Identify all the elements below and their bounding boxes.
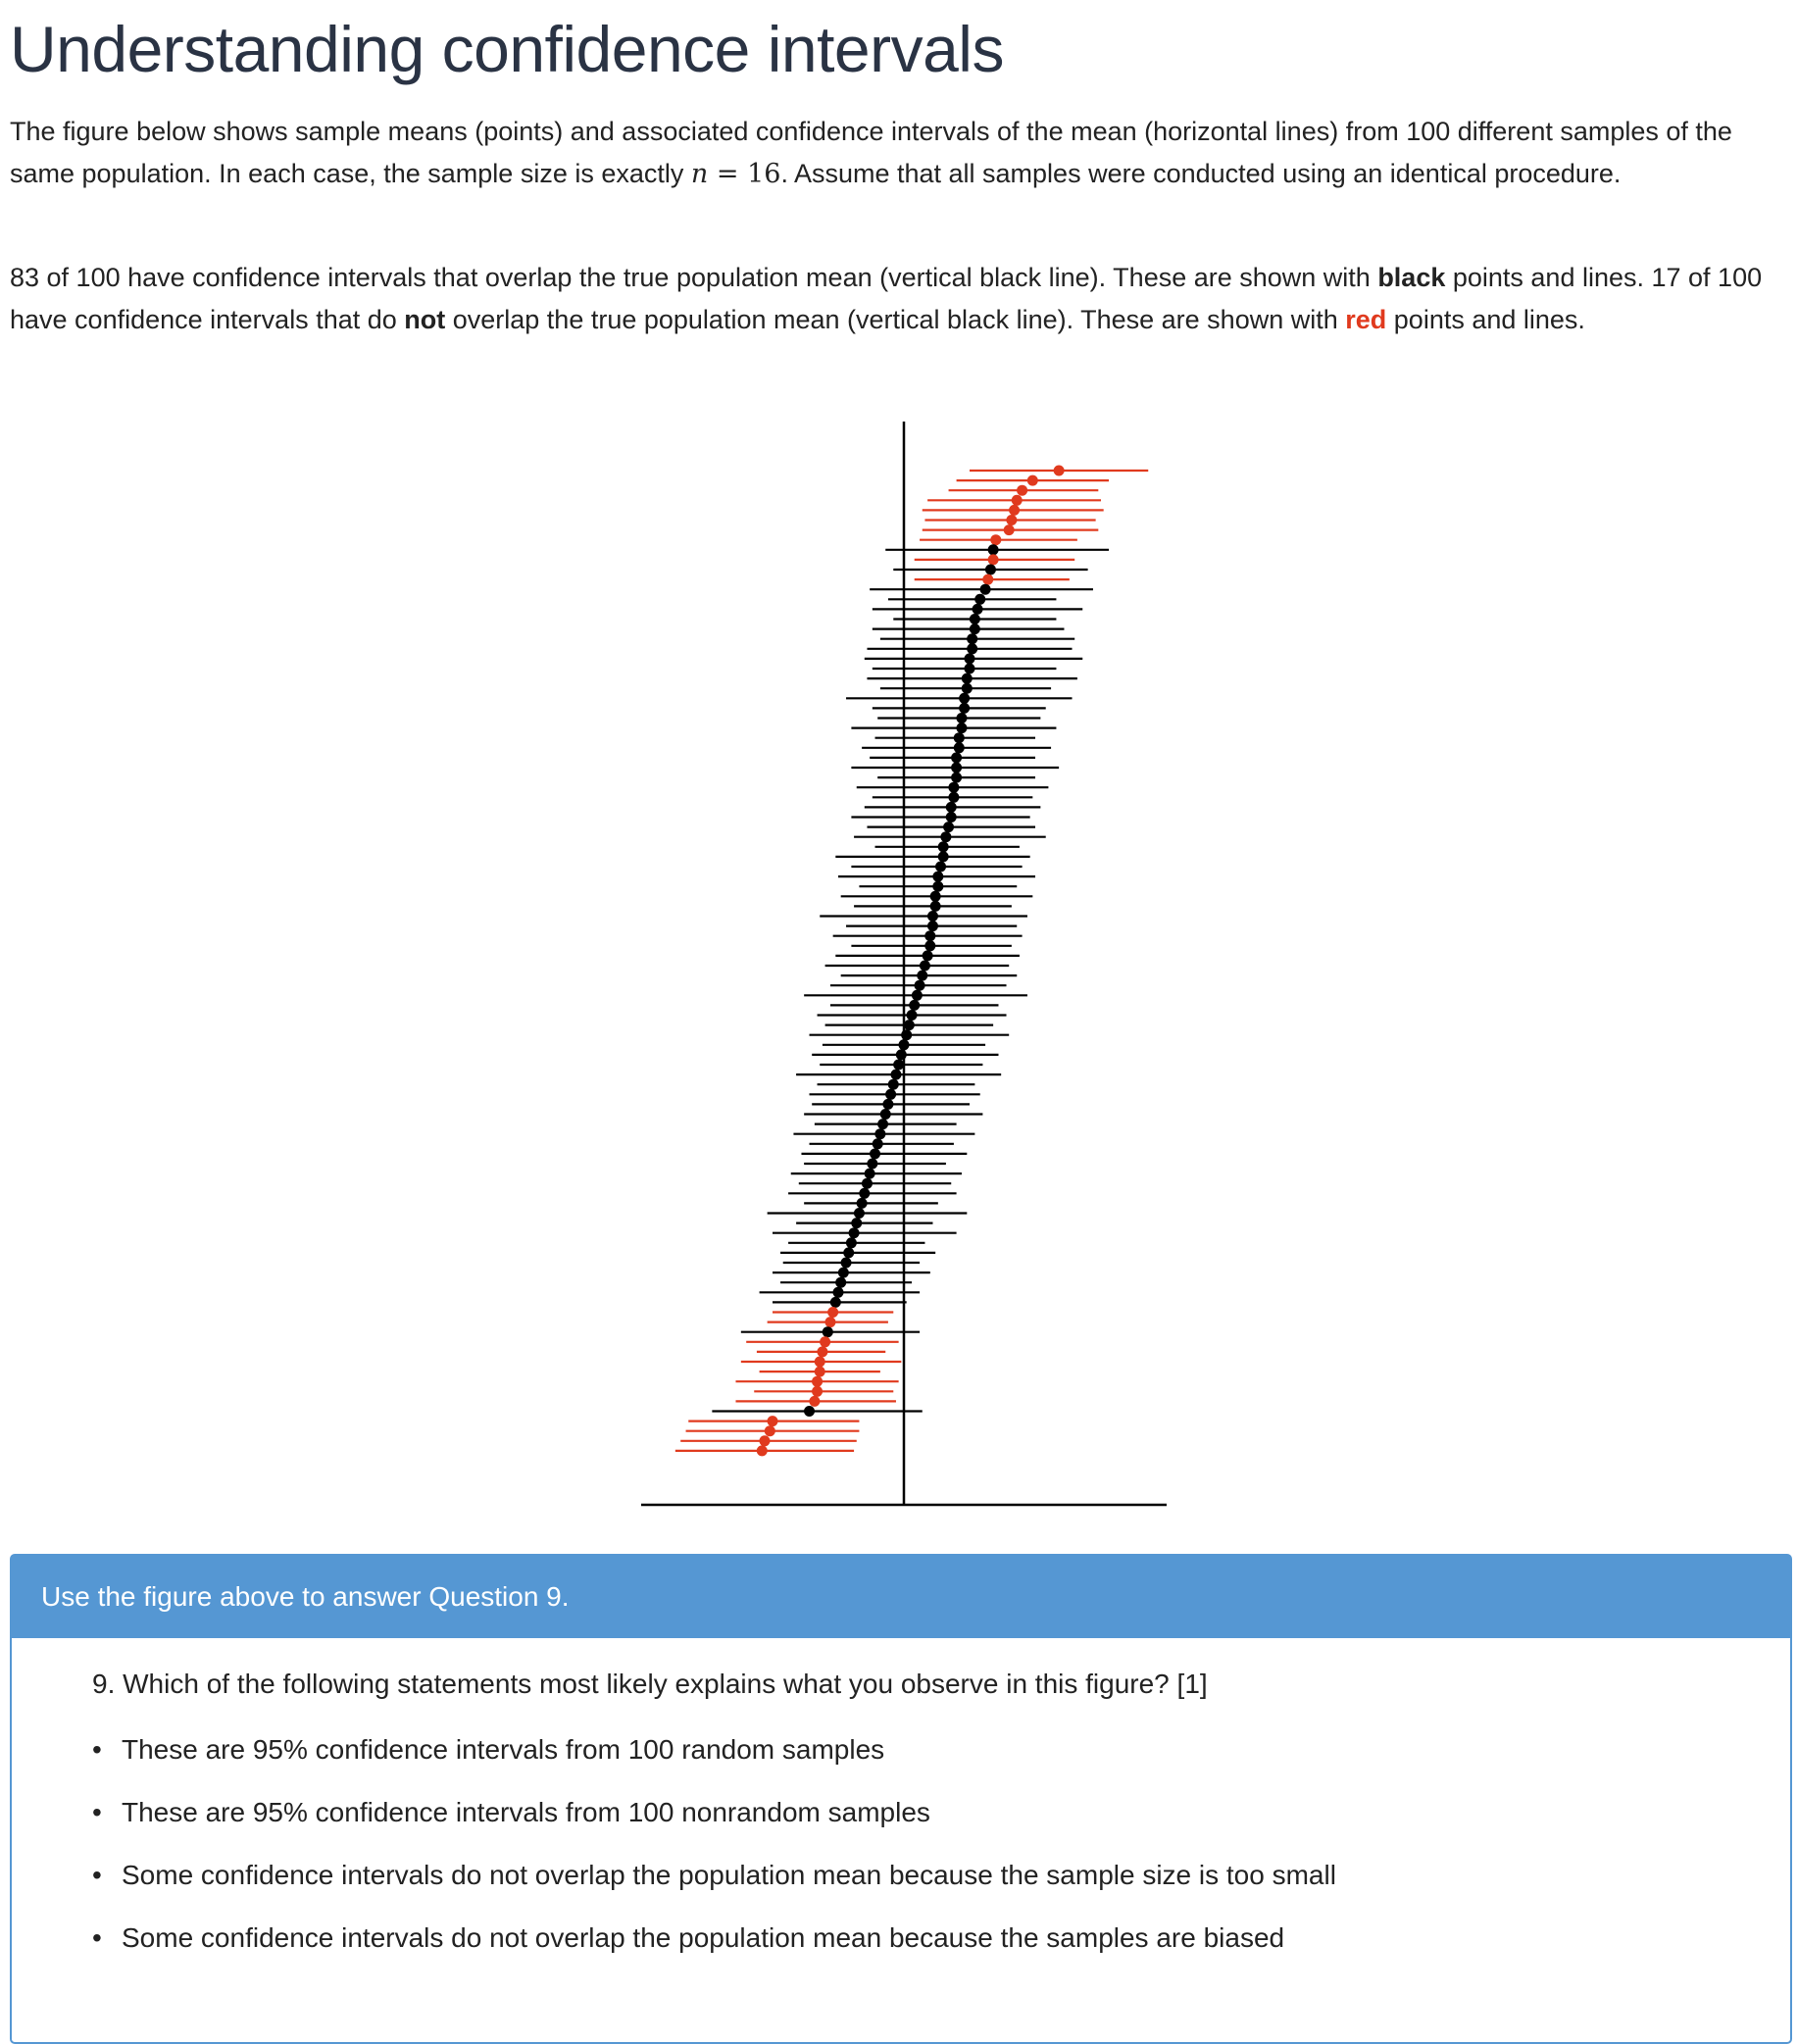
ci-intervals-group <box>675 471 1148 1451</box>
sample-mean-point <box>965 653 975 664</box>
bullet-icon: • <box>92 1922 102 1953</box>
sample-mean-point <box>812 1376 823 1387</box>
sample-mean-point <box>1054 466 1065 476</box>
sample-mean-point <box>924 940 935 951</box>
sample-mean-point <box>877 1119 888 1129</box>
sample-mean-point <box>849 1227 860 1238</box>
sample-mean-point <box>930 891 941 902</box>
sample-mean-point <box>873 1138 883 1149</box>
sample-mean-point <box>990 534 1001 545</box>
sample-mean-point <box>1009 505 1020 516</box>
ci-points-group <box>757 466 1065 1457</box>
black-emphasis: black <box>1377 263 1446 292</box>
sample-mean-point <box>927 911 938 922</box>
sample-mean-point <box>835 1277 846 1288</box>
sample-mean-point <box>956 713 967 723</box>
sample-mean-point <box>938 851 949 862</box>
answer-option-2 <box>92 1795 1336 1858</box>
sample-mean-point <box>924 930 935 941</box>
sample-mean-point <box>841 1258 852 1269</box>
overlap-text-2: points and lines. <box>1445 263 1644 292</box>
sample-mean-point <box>854 1208 865 1219</box>
sample-mean-point <box>815 1367 825 1377</box>
sample-mean-point <box>896 1049 907 1060</box>
sample-mean-point <box>870 1148 880 1159</box>
sample-mean-point <box>930 901 941 912</box>
sample-mean-point <box>943 822 954 832</box>
overlap-paragraph <box>10 257 1789 341</box>
sample-mean-point <box>951 752 962 763</box>
sample-mean-point <box>909 1000 920 1011</box>
sample-size-value: 16 <box>747 159 781 189</box>
sample-mean-point <box>980 584 991 595</box>
answer-option-text: These are 95% confidence intervals from 100 random samples <box>122 1734 885 1765</box>
sample-mean-point <box>765 1425 775 1436</box>
bullet-icon: • <box>92 1734 102 1765</box>
sample-mean-point <box>956 723 967 733</box>
sample-mean-point <box>988 554 999 565</box>
sample-mean-point <box>757 1445 768 1456</box>
sample-mean-point <box>823 1326 833 1337</box>
overlap-text-1: 83 of 100 have confidence intervals that overlap the true population mean (vertical black line). These are shown with <box>10 263 1378 292</box>
sample-mean-point <box>838 1268 849 1278</box>
sample-mean-point <box>907 1010 918 1021</box>
sample-mean-point <box>970 614 980 624</box>
sample-mean-point <box>1004 524 1015 535</box>
sample-mean-point <box>946 812 957 823</box>
answer-option-text: Some confidence intervals do not overlap the population mean because the samples are biased <box>122 1922 1285 1953</box>
sample-mean-point <box>974 594 985 605</box>
sample-mean-point <box>830 1297 841 1308</box>
sample-mean-point <box>988 544 999 555</box>
sample-mean-point <box>935 862 946 872</box>
overlap-text-4: overlap the true population mean (vertical black line). These are shown with <box>445 305 1346 334</box>
sample-mean-point <box>959 703 970 714</box>
page-title: Understanding confidence intervals <box>10 13 1004 85</box>
sample-mean-point <box>827 1307 838 1318</box>
sample-mean-point <box>920 961 930 972</box>
sample-mean-point <box>867 1159 877 1170</box>
sample-mean-point <box>817 1346 827 1357</box>
ci-chart-svg <box>0 412 1797 1510</box>
sample-mean-point <box>923 950 933 961</box>
sample-mean-point <box>812 1386 823 1397</box>
sample-mean-point <box>857 1198 868 1209</box>
sample-mean-point <box>820 1336 830 1347</box>
question-text: 9. Which of the following statements most likely explains what you observe in this figure? [1] <box>92 1669 1208 1699</box>
sample-mean-point <box>890 1070 901 1080</box>
sample-mean-point <box>927 921 938 931</box>
sample-mean-point <box>951 763 962 773</box>
sample-mean-point <box>912 990 923 1001</box>
intro-text-2: . Assume that all samples were conducted using an identical procedure. <box>780 159 1622 188</box>
sample-mean-point <box>768 1416 778 1426</box>
sample-mean-point <box>843 1247 854 1258</box>
bullet-icon: • <box>92 1860 102 1890</box>
sample-mean-point <box>893 1060 904 1071</box>
sample-mean-point <box>938 841 949 852</box>
sample-mean-point <box>951 773 962 783</box>
answer-option-3 <box>92 1858 1336 1920</box>
panel-header: Use the figure above to answer Question 9. <box>12 1556 1790 1638</box>
sample-mean-point <box>1017 485 1027 496</box>
sample-mean-point <box>1012 495 1023 506</box>
sample-mean-point <box>759 1435 770 1446</box>
confidence-interval-figure <box>0 412 1797 1510</box>
answer-options <box>92 1732 1336 1983</box>
answer-option-text: These are 95% confidence intervals from 100 nonrandom samples <box>122 1797 930 1827</box>
sample-mean-point <box>973 604 983 615</box>
sample-mean-point <box>954 732 965 743</box>
sample-mean-point <box>901 1029 912 1040</box>
sample-mean-point <box>915 980 925 991</box>
sample-mean-point <box>932 881 943 892</box>
sample-mean-point <box>948 792 959 803</box>
sample-mean-point <box>932 872 943 882</box>
sample-mean-point <box>809 1396 820 1407</box>
sample-mean-point <box>940 831 951 842</box>
question-panel <box>10 1554 1792 2044</box>
intro-text-1: The figure below shows sample means (points) and associated confidence intervals of the mean (horizontal lines) from 100 different samples of the same population. In each case, the sample size is exactly <box>10 117 1732 188</box>
sample-mean-point <box>865 1169 875 1179</box>
intro-paragraph <box>10 111 1789 195</box>
sample-mean-point <box>970 623 980 634</box>
answer-option-1 <box>92 1732 1336 1795</box>
sample-mean-point <box>954 742 965 753</box>
sample-mean-point <box>888 1079 899 1090</box>
sample-mean-point <box>815 1357 825 1368</box>
sample-mean-point <box>882 1099 893 1110</box>
answer-option-text: Some confidence intervals do not overlap the population mean because the sample size is too small <box>122 1860 1336 1890</box>
sample-mean-point <box>1027 475 1038 486</box>
sample-mean-point <box>967 633 977 644</box>
red-emphasis: red <box>1345 305 1387 334</box>
sample-mean-point <box>1006 515 1017 525</box>
sample-mean-point <box>862 1178 873 1189</box>
sample-size-variable: n <box>690 159 709 189</box>
sample-mean-point <box>880 1109 891 1120</box>
sample-mean-point <box>904 1020 915 1030</box>
equals-sign: = <box>708 159 748 189</box>
sample-mean-point <box>833 1287 844 1298</box>
sample-mean-point <box>824 1317 835 1327</box>
sample-mean-point <box>946 802 957 813</box>
sample-mean-point <box>846 1237 857 1248</box>
sample-mean-point <box>962 683 973 694</box>
sample-mean-point <box>859 1188 870 1199</box>
sample-mean-point <box>985 565 996 575</box>
sample-mean-point <box>982 574 993 585</box>
sample-mean-point <box>885 1089 896 1100</box>
overlap-text-3: 17 of 100 have confidence intervals that do <box>10 263 1763 334</box>
sample-mean-point <box>948 782 959 793</box>
sample-mean-point <box>959 693 970 704</box>
sample-mean-point <box>967 643 977 654</box>
sample-mean-point <box>804 1406 815 1417</box>
sample-mean-point <box>917 971 927 981</box>
sample-mean-point <box>965 664 975 674</box>
sample-mean-point <box>962 673 973 684</box>
sample-mean-point <box>851 1218 862 1228</box>
sample-mean-point <box>874 1128 885 1139</box>
answer-option-4 <box>92 1920 1336 1983</box>
bullet-icon: • <box>92 1797 102 1827</box>
sample-mean-point <box>899 1039 910 1050</box>
overlap-text-5: points and lines. <box>1386 305 1585 334</box>
not-emphasis: not <box>404 305 446 334</box>
